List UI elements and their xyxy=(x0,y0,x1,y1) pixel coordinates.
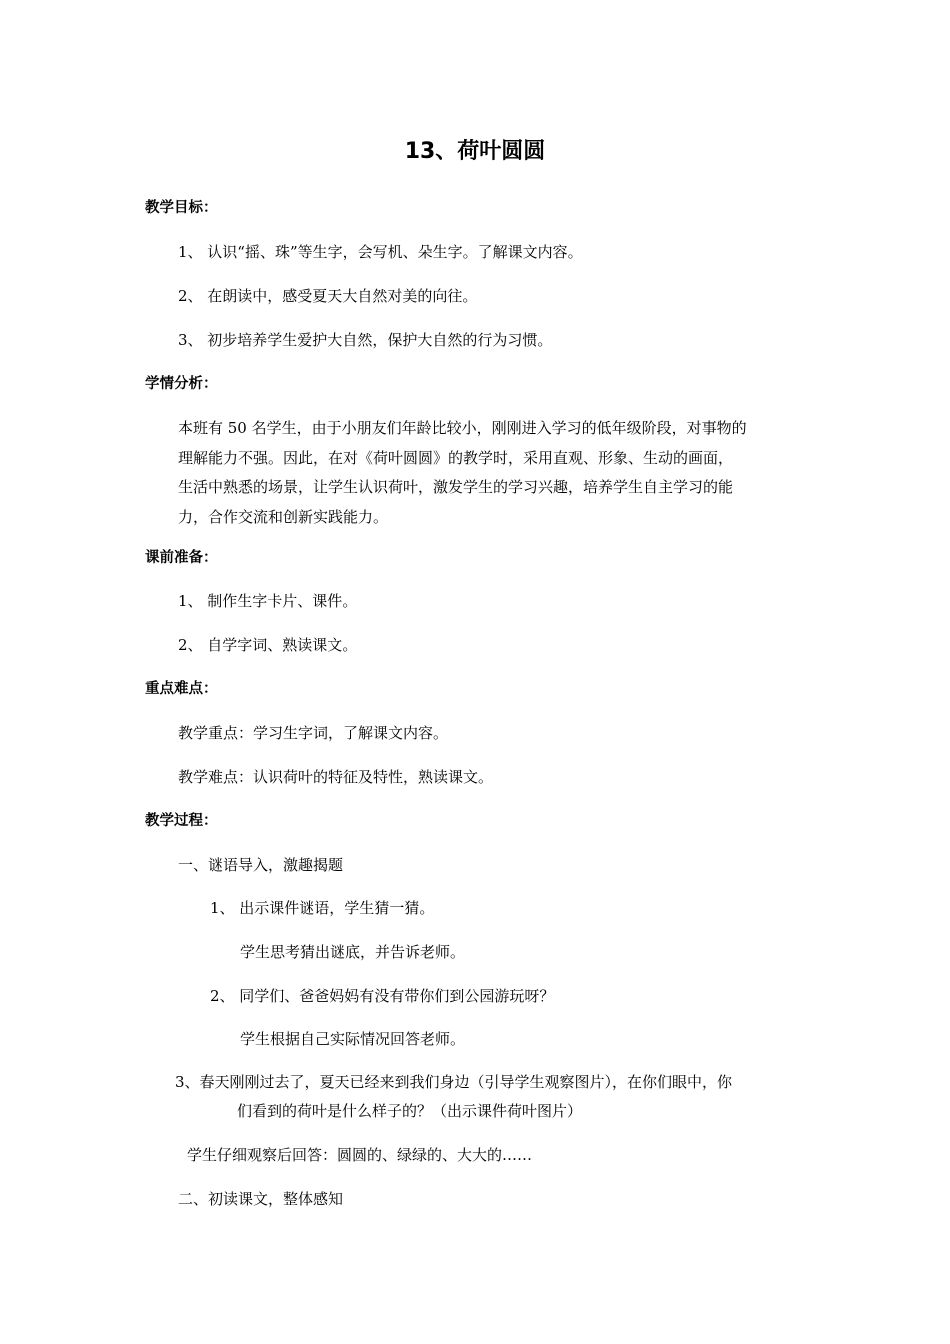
analysis-line: 本班有 50 名学生，由于小朋友们年龄比较小，刚刚进入学习的低年级阶段，对事物的 xyxy=(178,419,747,437)
key-point-item: 教学重点：学习生字词，了解课文内容。 xyxy=(178,724,449,742)
process-step: 1、 出示课件谜语，学生猜一猜。 xyxy=(210,899,435,917)
analysis-heading: 学情分析： xyxy=(145,376,218,392)
analysis-paragraph xyxy=(178,414,808,532)
key-point-item: 教学难点：认识荷叶的特征及特性，熟读课文。 xyxy=(178,768,494,786)
analysis-line: 理解能力不强。因此，在对《荷叶圆圆》的教学时，采用直观、形象、生动的画面， xyxy=(178,448,734,467)
process-step: 3、春天刚刚过去了，夏天已经来到我们身边（引导学生观察图片），在你们眼中，你 xyxy=(175,1073,733,1091)
process-part-title: 二、初读课文，整体感知 xyxy=(178,1190,344,1208)
process-step-continuation: 们看到的荷叶是什么样子的？（出示课件荷叶图片） xyxy=(237,1102,583,1120)
objectives-heading: 教学目标： xyxy=(145,200,218,216)
key-points-heading: 重点难点： xyxy=(145,681,218,697)
preparation-item: 1、 制作生字卡片、课件。 xyxy=(178,592,358,610)
objective-item: 1、 认识“摇、珠”等生字，会写机、朵生字。了解课文内容。 xyxy=(178,243,583,261)
preparation-heading: 课前准备： xyxy=(145,550,218,566)
document-title: 13、荷叶圆圆 xyxy=(404,139,546,164)
analysis-line: 生活中熟悉的场景，让学生认识荷叶，激发学生的学习兴趣，培养学生自主学习的能 xyxy=(178,478,734,496)
process-part-title: 一、谜语导入，激趣揭题 xyxy=(178,856,344,874)
process-step-note: 学生根据自己实际情况回答老师。 xyxy=(240,1030,466,1048)
process-step: 2、 同学们、爸爸妈妈有没有带你们到公园游玩呀？ xyxy=(210,987,555,1005)
objective-item: 2、 在朗读中，感受夏天大自然对美的向往。 xyxy=(178,287,478,305)
objective-item: 3、 初步培养学生爱护大自然，保护大自然的行为习惯。 xyxy=(178,331,553,349)
analysis-line: 力，合作交流和创新实践能力。 xyxy=(178,507,389,526)
process-step-note: 学生仔细观察后回答：圆圆的、绿绿的、大大的…… xyxy=(187,1146,533,1164)
process-step-note: 学生思考猜出谜底，并告诉老师。 xyxy=(240,943,466,961)
process-heading: 教学过程： xyxy=(145,813,218,829)
preparation-item: 2、 自学字词、熟读课文。 xyxy=(178,636,358,654)
